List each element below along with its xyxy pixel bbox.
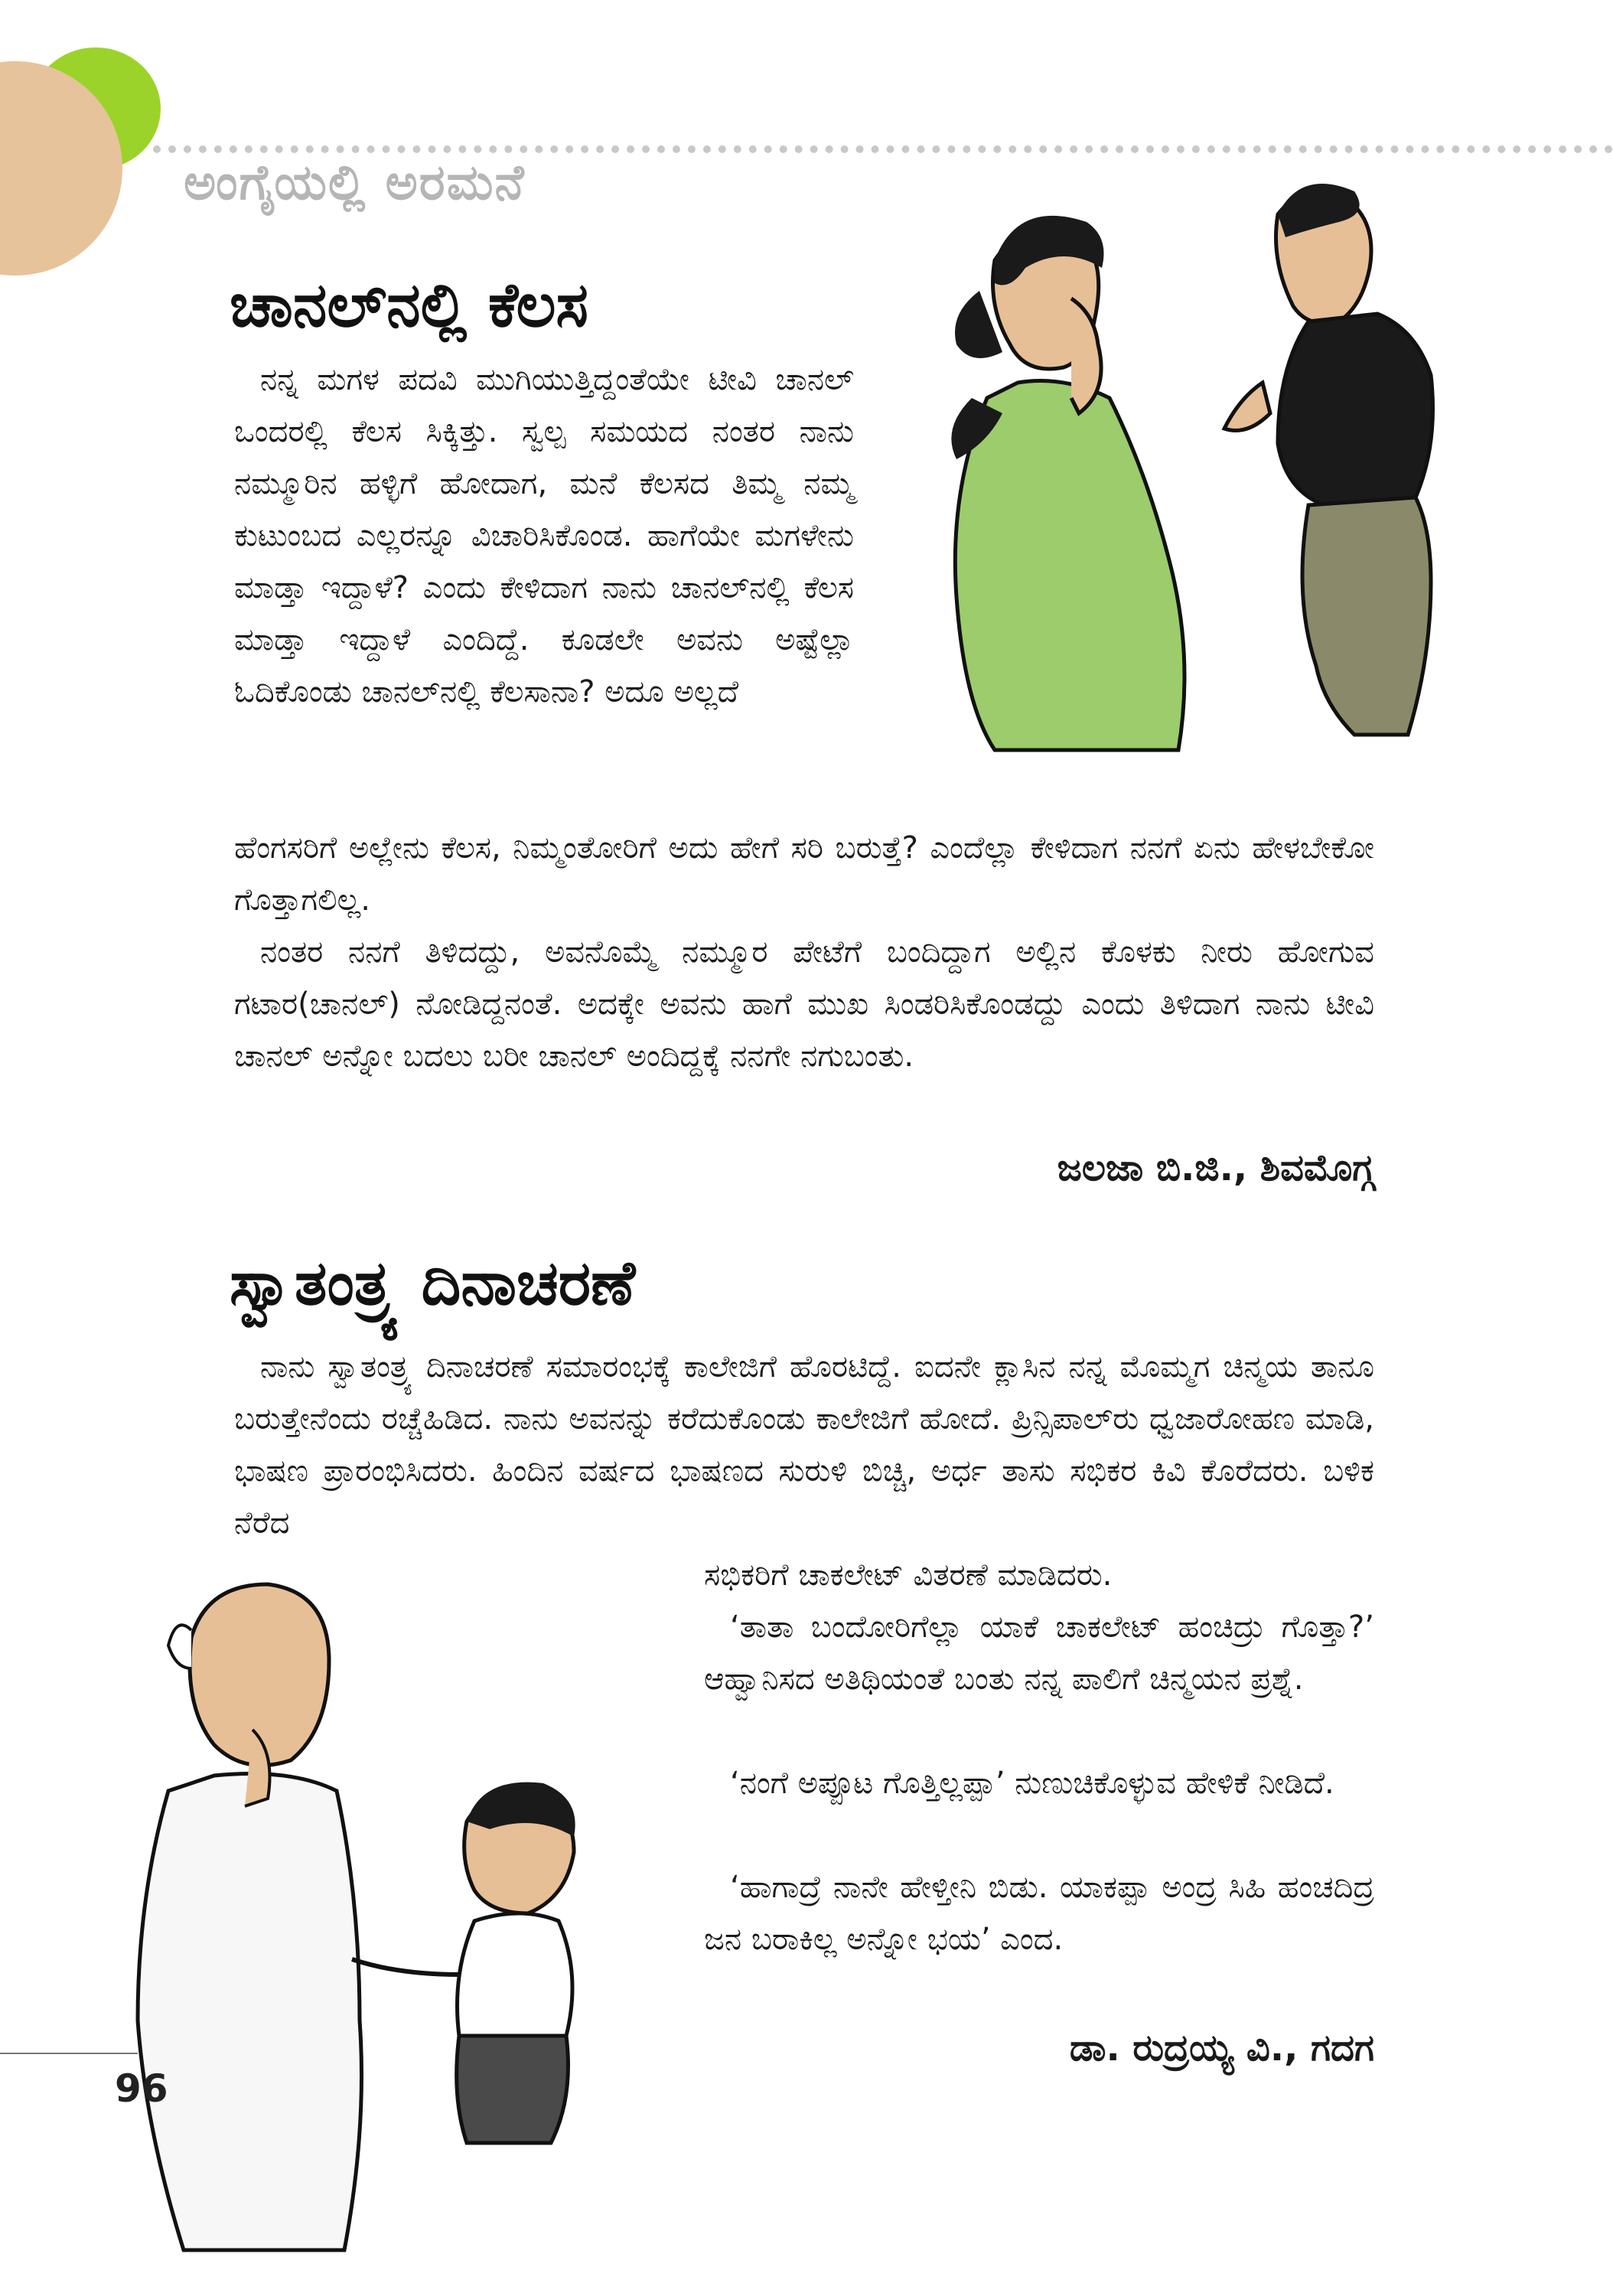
- article1-title: ಚಾನಲ್‌ನಲ್ಲಿ ಕೆಲಸ: [230, 269, 588, 341]
- section-label: ಅಂಗೈಯಲ್ಲಿ ಅರಮನೆ: [184, 155, 526, 211]
- article2-paragraph-3: ‘ನಂಗೆ ಅಪ್ಪೂಟ ಗೊತ್ತಿಲ್ಲಪ್ಪಾ’ ನುಣುಚಿಕೊಳ್ಳುವ ಹೇಳಿಕೆ ನೀಡಿದೆ.: [730, 1766, 1334, 1801]
- article2-paragraph-2: ‘ತಾತಾ ಬಂದೋರಿಗೆಲ್ಲಾ ಯಾಕೆ ಚಾಕಲೇಟ್ ಹಂಚಿದ್ರು ಗೊತ್ತಾ?’ ಆಹ್ವಾನಿಸದ ಅತಿಥಿಯಂತೆ ಬಂತು ನನ್ನ ಪಾಲಿಗೆ ಚಿನ್ಮಯನ ಪ್ರಶ್ನೆ.: [704, 1609, 1374, 1697]
- article2-paragraph-1-continued: ಸಭಿಕರಿಗೆ ಚಾಕಲೇಟ್ ವಿತರಣೆ ಮಾಡಿದರು.: [704, 1557, 1113, 1593]
- article2-title: ಸ್ವಾತಂತ್ರ್ಯ ದಿನಾಚರಣೆ: [230, 1247, 636, 1319]
- article1-paragraph-2: ನಂತರ ನನಗೆ ತಿಳಿದದ್ದು, ಅವನೊಮ್ಮೆ ನಮ್ಮೂರ ಪೇಟೆಗೆ ಬಂದಿದ್ದಾಗ ಅಲ್ಲಿನ ಕೊಳಕು ನೀರು ಹೋಗುವ ಗಟಾರ(ಚಾನಲ್) ನೋಡಿದ್ದನಂತೆ. ಅದಕ್ಕೇ ಅವನು ಹಾಗೆ ಮುಖ ಸಿಂಡರಿಸಿಕೊಂಡದ್ದು ಎಂದು ತಿಳಿದಾಗ ನಾನು ಟೀವಿ ಚಾನಲ್ ಅನ್ನೋ ಬದಲು ಬರೀ ಚಾನಲ್ ಅಂದಿದ್ದಕ್ಕೆ ನನಗೇ ನಗುಬಂತು.: [234, 934, 1374, 1074]
- woman-figure: [951, 216, 1184, 750]
- article2-paragraph-1: ನಾನು ಸ್ವಾತಂತ್ರ್ಯ ದಿನಾಚರಣೆ ಸಮಾರಂಭಕ್ಕೆ ಕಾಲೇಜಿಗೆ ಹೊರಟಿದ್ದೆ. ಐದನೇ ಕ್ಲಾಸಿನ ನನ್ನ ಮೊಮ್ಮಗ ಚಿನ್ಮಯ ತಾನೂ ಬರುತ್ತೇನೆಂದು ರಚ್ಚೆಹಿಡಿದ. ನಾನು ಅವನನ್ನು ಕರೆದುಕೊಂಡು ಕಾಲೇಜಿಗೆ ಹೋದೆ. ಪ್ರಿನ್ಸಿಪಾಲ್‌ರು ಧ್ವಜಾರೋಹಣ ಮಾಡಿ, ಭಾಷಣ ಪ್ರಾರಂಭಿಸಿದರು. ಹಿಂದಿನ ವರ್ಷದ ಭಾಷಣದ ಸುರುಳಿ ಬಿಚ್ಚಿ, ಅರ್ಧ ತಾಸು ಸಭಿಕರ ಕಿವಿ ಕೊರೆದರು. ಬಳಿಕ ನೆರೆದ: [234, 1349, 1374, 1541]
- woman-and-man-illustration: [880, 168, 1492, 765]
- grandfather-figure: [138, 1584, 362, 2250]
- article2-paragraph-4: ‘ಹಾಗಾದ್ರೆ ನಾನೇ ಹೇಳ್ತೀನಿ ಬಿಡು. ಯಾಕಪ್ಪಾ ಅಂದ್ರ ಸಿಹಿ ಹಂಚದಿದ್ರ ಜನ ಬರಾಕಿಲ್ಲ ಅನ್ನೋ ಭಯ’ ಎಂದ.: [704, 1870, 1374, 1957]
- article1-paragraph-1: ನನ್ನ ಮಗಳ ಪದವಿ ಮುಗಿಯುತ್ತಿದ್ದಂತೆಯೇ ಟೀವಿ ಚಾನಲ್ ಒಂದರಲ್ಲಿ ಕೆಲಸ ಸಿಕ್ಕಿತ್ತು. ಸ್ವಲ್ಪ ಸಮಯದ ನಂತರ ನಾನು ನಮ್ಮೂರಿನ ಹಳ್ಳಿಗೆ ಹೋದಾಗ, ಮನೆ ಕೆಲಸದ ತಿಮ್ಮ ನಮ್ಮ ಕುಟುಂಬದ ಎಲ್ಲರನ್ನೂ ವಿಚಾರಿಸಿಕೊಂಡ. ಹಾಗೆಯೇ ಮಗಳೇನು ಮಾಡ್ತಾ ಇದ್ದಾಳೆ? ಎಂದು ಕೇಳಿದಾಗ ನಾನು ಚಾನಲ್‌ನಲ್ಲಿ ಕೆಲಸ ಮಾಡ್ತಾ ಇದ್ದಾಳೆ ಎಂದಿದ್ದೆ. ಕೂಡಲೇ ಅವನು ಅಷ್ಟೆಲ್ಲಾ ಓದಿಕೊಂಡು ಚಾನಲ್‌ನಲ್ಲಿ ಕೆಲಸಾನಾ? ಅದೂ ಅಲ್ಲದೆ: [234, 362, 854, 709]
- grandfather-and-child-illustration: [92, 1546, 673, 2281]
- page-number-rule: [0, 2053, 138, 2054]
- page-number: 96: [115, 2066, 168, 2111]
- article2-byline: ಡಾ. ರುದ್ರಯ್ಯ ವಿ., ಗದಗ: [1069, 2027, 1374, 2069]
- article1-paragraph-1-continued: ಹೆಂಗಸರಿಗೆ ಅಲ್ಲೇನು ಕೆಲಸ, ನಿಮ್ಮಂತೋರಿಗೆ ಅದು ಹೇಗೆ ಸರಿ ಬರುತ್ತೆ? ಎಂದೆಲ್ಲಾ ಕೇಳಿದಾಗ ನನಗೆ ಏನು ಹೇಳಬೇಕೋ ಗೊತ್ತಾಗಲಿಲ್ಲ.: [234, 830, 1374, 918]
- man-figure: [1224, 184, 1433, 735]
- article1-byline: ಜಲಜಾ ಬಿ.ಜಿ., ಶಿವಮೊಗ್ಗ: [1057, 1146, 1374, 1189]
- child-figure: [352, 1782, 575, 2143]
